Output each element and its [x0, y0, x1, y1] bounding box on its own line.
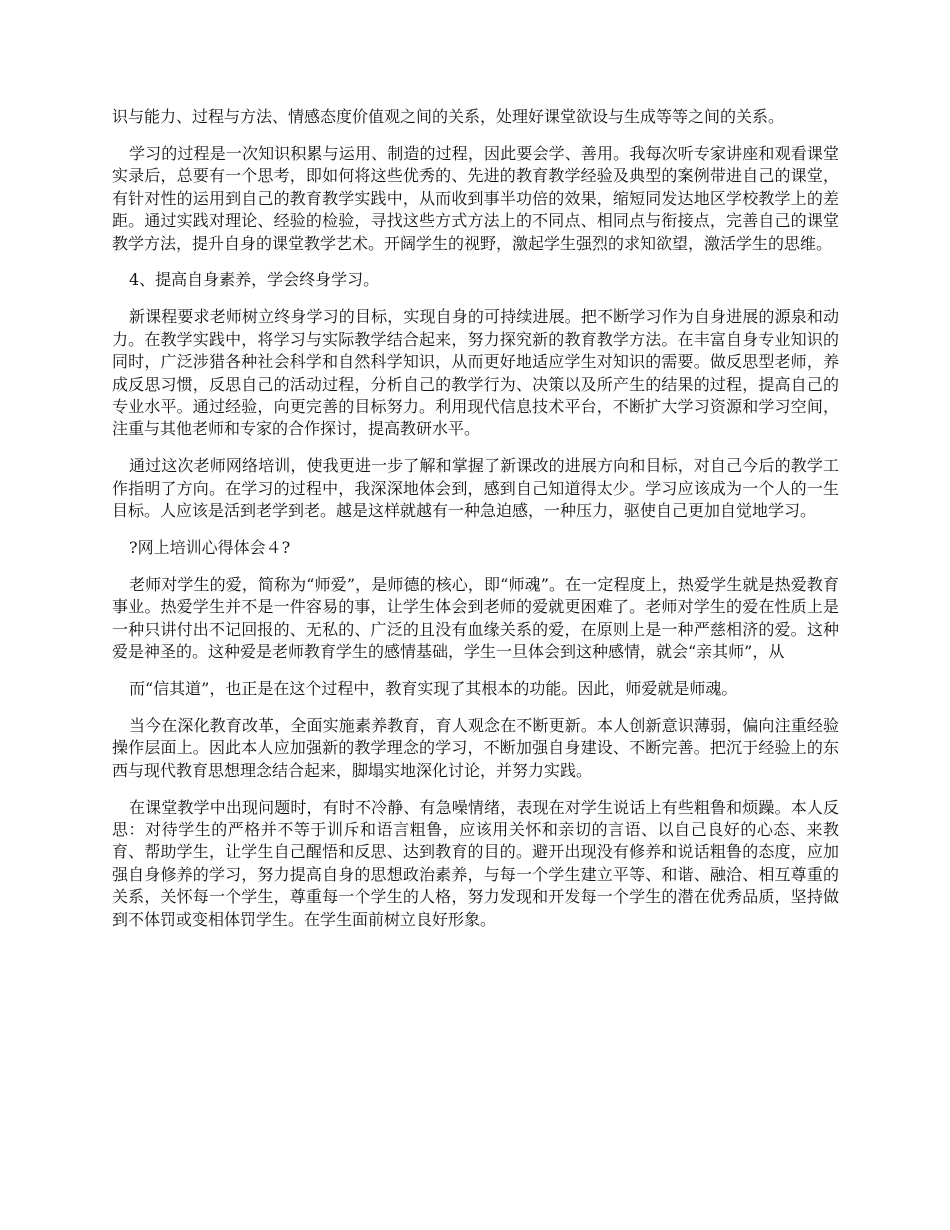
section-title-experience-4: ?网上培训心得体会４? — [129, 538, 291, 557]
paragraph-new-curriculum: 新课程要求老师树立终身学习的目标，实现自身的可持续进展。把不断学习作为自身进展的源泉和动力。在教学实践中，将学习与实际教学结合起来，努力探究新的教育教学方法。在丰富自身专业知识的同时，广泛涉猎各种社会科学和自然科学知识，从而更好地适应学生对知识的需要。做反思型老师，养成反思习惯，反思自己的活动过程，分析自己的教学行为、决策以及所产生的结果的过程，提高自己的专业水平。通过经验，向更完善的目标努力。利用现代信息技术平台，不断扩大学习资源和学习空间，注重与其他老师和专家的合作探讨，提高教研水平。 — [112, 307, 839, 439]
paragraph-teacher-love: 老师对学生的爱，简称为“师爱”，是师德的核心，即“师魂”。在一定程度上，热爱学生就是热爱教育事业。热爱学生并不是一件容易的事，让学生体会到老师的爱就更困难了。老师对学生的爱在性质上是一种只讲付出不记回报的、无私的、广泛的且没有血缘关系的爱，在原则上是一种严慈相济的爱。这种爱是神圣的。这种爱是老师教育学生的感情基础，学生一旦体会到这种感情，就会“亲其师”，从 — [112, 574, 839, 662]
section-heading-lifelong-learning: 4、提高自身素养，学会终身学习。 — [129, 270, 380, 290]
paragraph-continuation: 识与能力、过程与方法、情感态度价值观之间的关系，处理好课堂欲设与生成等等之间的关系。 — [112, 107, 785, 126]
paragraph-classroom-reflection: 在课堂教学中出现问题时，有时不冷静、有急噪情绪，表现在对学生说话上有些粗鲁和烦躁。本人反思：对待学生的严格并不等于训斥和语言粗鲁，应该用关怀和亲切的言语、以自己良好的心态、来教育、帮助学生，让学生自己醒悟和反思、达到教育的目的。避开出现没有修养和说话粗鲁的态度，应加强自身修养的学习，努力提高自身的思想政治素养，与每一个学生建立平等、和谐、融洽、相互尊重的关系，关怀每一个学生，尊重每一个学生的人格，努力发现和开发每一个学生的潜在优秀品质，坚持做到不体罚或变相体罚学生。在学生面前树立良好形象。 — [112, 797, 839, 929]
paragraph-education-reform: 当今在深化教育改革，全面实施素养教育，育人观念在不断更新。本人创新意识薄弱，偏向注重经验操作层面上。因此本人应加强新的教学理念的学习，不断加强自身建设、不断完善。把沉于经验上的东西与现代教育思想理念结合起来，脚塌实地深化讨论，并努力实践。 — [112, 715, 839, 780]
paragraph-learning-process: 学习的过程是一次知识积累与运用、制造的过程，因此要会学、善用。我每次听专家讲座和观看课堂实录后，总要有一个思考，即如何将这些优秀的、先进的教育教学经验及典型的案例带进自己的课堂，有针对性的运用到自己的教育教学实践中，从而收到事半功倍的效果，缩短同发达地区学校教学上的差距。通过实践对理论、经验的检验，寻找这些方式方法上的不同点、相同点与衔接点，完善自己的课堂教学方法，提升自身的课堂教学艺术。开阔学生的视野，激起学生强烈的求知欲望，激活学生的思维。 — [112, 143, 839, 253]
paragraph-training-summary: 通过这次老师网络培训，使我更进一步了解和掌握了新课改的进展方向和目标，对自己今后的教学工作指明了方向。在学习的过程中，我深深地体会到，感到自己知道得太少。学习应该成为一个人的一生目标。人应该是活到老学到老。越是这样就越有一种急迫感，一种压力，驱使自己更加自觉地学习。 — [112, 456, 839, 521]
paragraph-teacher-soul: 而“信其道”，也正是在这个过程中，教育实现了其根本的功能。因此，师爱就是师魂。 — [129, 679, 738, 699]
document-body — [112, 106, 839, 946]
